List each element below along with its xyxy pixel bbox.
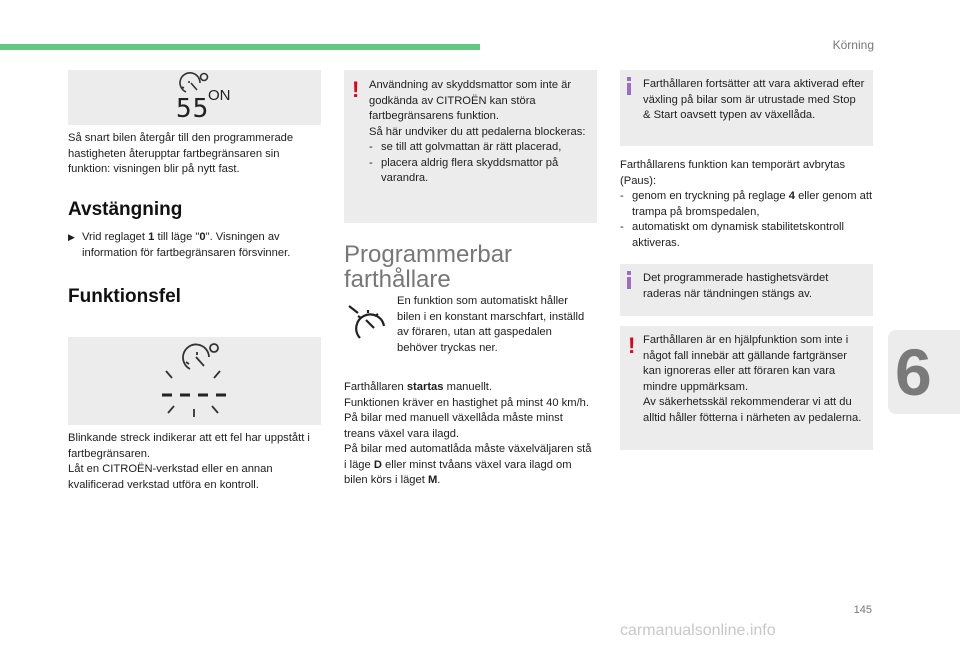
info-box-stop-start: Farthållaren fortsätter att vara aktiverad efter växling på bilar som är utrustade med Stop & Start oavsett typen av växellåda. <box>620 70 873 146</box>
display-illustration-on <box>68 70 321 125</box>
fault-paragraph: Blinkande streck indikerar att ett fel har uppstått i fartbegränsaren. Låt en CITROËN-verkstad eller en annan kvalificerad verkstad utföra en kontroll. <box>68 432 310 491</box>
speed-limiter-fault-icon <box>68 337 321 425</box>
resume-paragraph: Så snart bilen återgår till den programmerade hastigheten återupptar fartbegränsaren sin funktion: visningen blir på nytt fast. <box>68 132 294 175</box>
info-icon <box>627 271 631 289</box>
cruise-control-intro: En funktion som automatiskt håller bilen i en konstant marschfart, inställd av föraren, utan att gaspedalen behöver tryckas ner. <box>397 295 585 354</box>
section-title: Körning <box>832 38 874 52</box>
warning-exclamation-icon: ! <box>352 77 360 102</box>
pause-section: Farthållarens funktion kan temporärt avbrytas (Paus): - genom en tryckning på reglage 4 eller genom att trampa på bromspedalen, - automatiskt om dynamisk stabilitetskontroll aktiveras. <box>620 158 875 251</box>
list-item: - genom en tryckning på reglage 4 eller genom att trampa på bromspedalen, <box>620 190 873 218</box>
list-item: - automatiskt om dynamisk stabilitetskontroll aktiveras. <box>620 221 845 249</box>
arrow-marker-icon: ▶ <box>68 232 75 242</box>
warning-exclamation-icon: ! <box>628 333 636 358</box>
warning-box-floor-mats: ! Användning av skyddsmattor som inte är godkända av CITROËN kan störa fartbegränsarens funktion. Så här undviker du att pedalerna blockeras: - se till att golvmattan är rätt placerad, - placera aldrig flera skyddsmattor på varandra. <box>344 70 597 223</box>
heading-avstangning: Avstängning <box>68 199 183 220</box>
cruise-control-icon <box>344 300 390 346</box>
warning-box-driver-assist: ! Farthållaren är en hjälpfunktion som inte i något fall innebär att gällande fartgränser kan ignoreras eller att föraren kan vara mindre uppmärksam. Av säkerhetsskäl rekommenderar vi att du alltid håller fötterna i närheten av pedalerna. <box>620 326 873 450</box>
info-icon <box>627 77 631 95</box>
list-item: - placera aldrig flera skyddsmattor på varandra. <box>369 156 559 184</box>
chapter-number: 6 <box>895 335 932 409</box>
heading-funktionsfel: Funktionsfel <box>68 286 181 307</box>
display-illustration-fault <box>68 337 321 425</box>
cruise-control-details: Farthållaren startas manuellt. Funktionen kräver en hastighet på minst 40 km/h. På bilar med manuell växellåda måste minst treans växel vara ilagd. På bilar med automatlåda måste växelväljaren stå i läge D eller minst tvåans växel vara ilagd om bilen körs i läget M. <box>344 381 592 486</box>
section-heading-cruise-control: Programmerbar farthållare <box>344 241 513 293</box>
display-status: ON <box>208 87 231 104</box>
list-item: - se till att golvmattan är rätt placerad, <box>369 141 562 153</box>
page-number: 145 <box>853 604 872 616</box>
section-color-bar <box>0 44 480 50</box>
footer-watermark: carmanualsonline.info <box>620 622 776 639</box>
display-speed: 55 <box>176 94 210 124</box>
info-box-ignition: Det programmerade hastighetsvärdet raderas när tändningen stängs av. <box>620 264 873 316</box>
avstangning-instruction: ▶ Vrid reglaget 1 till läge "0". Visningen av information för fartbegränsaren försvinner. <box>68 230 326 261</box>
